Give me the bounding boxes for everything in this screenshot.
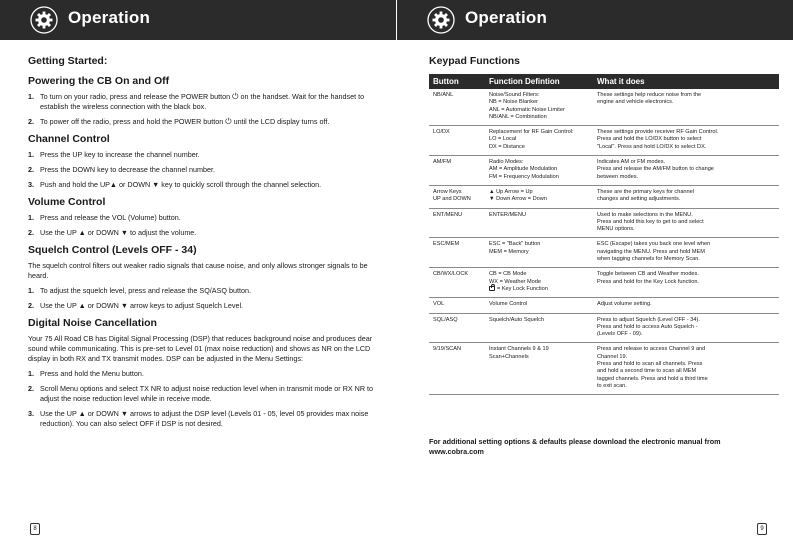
- keypad-table: [429, 74, 779, 395]
- what-cell: These settings provide receiver RF Gain Control. Press and hold the LO/DX button to select "Local". Press and hold LO/DX to select DX.: [593, 126, 779, 156]
- button-cell: ENT/MENU: [429, 208, 485, 238]
- page-number: 9: [757, 523, 767, 535]
- button-cell: ESC/MEM: [429, 238, 485, 268]
- table-row: [429, 343, 779, 395]
- dnc-intro: Your 75 All Road CB has Digital Signal Processing (DSP) that reduces background noise and produces dear sound while communicating. This is pre-set to Level 01 (max noise reduction) and shows as NR on the LCD display in both RX and TX transmit modes. DSP can be adjusted in the Menu Settings:: [28, 334, 373, 363]
- function-cell: ENTER/MENU: [485, 208, 593, 238]
- volume-step: 2. Use the UP ▲ or DOWN ▼ to adjust the volume.: [28, 228, 197, 237]
- channel-step: 2. Press the DOWN key to decrease the channel number.: [28, 165, 215, 174]
- table-row: [429, 126, 779, 156]
- what-cell: Indicates AM or FM modes. Press and release the AM/FM button to change between modes.: [593, 156, 779, 186]
- dnc-heading: Digital Noise Cancellation: [28, 317, 157, 329]
- what-cell: Adjust volume setting.: [593, 298, 779, 313]
- button-cell: CB/WX/LOCK: [429, 268, 485, 298]
- keypad-functions-heading: Keypad Functions: [429, 55, 521, 67]
- what-cell: These settings help reduce noise from the engine and vehicle electronics.: [593, 89, 779, 126]
- button-cell: VOL: [429, 298, 485, 313]
- what-cell: These are the primary keys for channel changes and setting adjustments.: [593, 185, 779, 208]
- what-cell: Press to adjust Squelch (Level OFF - 34). Press and hold to access Auto Squelch - (Levels OFF - 09).: [593, 313, 779, 343]
- power-icon: ⏻: [225, 117, 232, 126]
- table-row: [429, 238, 779, 268]
- powering-heading: Powering the CB On and Off: [28, 75, 170, 87]
- right-page: [397, 0, 793, 555]
- left-header-title: Operation: [68, 8, 151, 27]
- function-cell: CB = CB Mode WX = Weather Mode = Key Lock Function: [485, 268, 593, 298]
- page-number: 8: [30, 523, 40, 535]
- button-cell: NB/ANL: [429, 89, 485, 126]
- powering-step: 2. To power off the radio, press and hold the POWER button ⏻ until the LCD display turns off.: [28, 117, 330, 126]
- table-row: [429, 268, 779, 298]
- left-content: [28, 55, 378, 434]
- dnc-step: 3. Use the UP ▲ or DOWN ▼ arrows to adjust the DSP level (Levels 01 - 05, level 05 provides max noise reduction). You can also select OFF if DSP is not desired.: [28, 409, 369, 428]
- table-row: [429, 156, 779, 186]
- power-icon: ⏻: [232, 92, 239, 101]
- function-cell: Volume Control: [485, 298, 593, 313]
- table-row: [429, 208, 779, 238]
- left-page: [0, 0, 396, 555]
- table-row: [429, 313, 779, 343]
- what-cell: Used to make selections in the MENU. Press and hold this key to get to and select MENU options.: [593, 208, 779, 238]
- channel-step: 3. Push and hold the UP▲ or DOWN ▼ key to quickly scroll through the channel selection.: [28, 180, 322, 189]
- squelch-step: 1. To adjust the squelch level, press and release the SQ/ASQ button.: [28, 286, 251, 295]
- squelch-heading: Squelch Control (Levels OFF - 34): [28, 244, 197, 256]
- what-cell: ESC (Escape) takes you back one level when navigating the MENU. Press and hold MEM when tagging channels for Memory Scan.: [593, 238, 779, 268]
- function-cell: ▲ Up Arrow = Up ▼ Down Arrow = Down: [485, 185, 593, 208]
- button-cell: Arrow Keys UP and DOWN: [429, 185, 485, 208]
- button-cell: LO/DX: [429, 126, 485, 156]
- what-cell: Press and release to access Channel 9 and Channel 19. Press and hold to scan all channels. Press and hold a second time to scan all MEM tagged channels. Press and hold a third time to exit scan.: [593, 343, 779, 395]
- function-cell: Instant Channels 9 & 19 Scan+Channels: [485, 343, 593, 395]
- column-header: Function Defintion: [485, 74, 593, 89]
- column-header: What it does: [593, 74, 779, 89]
- powering-step: 1. To turn on your radio, press and release the POWER button ⏻ on the handset. Wait for the handset to establish the wireless connection with the black box.: [28, 92, 365, 111]
- left-header-bar: [0, 0, 396, 40]
- table-header-row: [429, 74, 779, 89]
- gear-icon: [30, 6, 58, 34]
- squelch-intro: The squelch control filters out weaker radio signals that cause noise, and only allows stronger signals to be heard.: [28, 261, 368, 280]
- function-cell: Radio Modes: AM = Amplitude Modulation FM = Frequency Modulation: [485, 156, 593, 186]
- volume-step: 1. Press and release the VOL (Volume) button.: [28, 213, 181, 222]
- button-cell: 9/19/SCAN: [429, 343, 485, 395]
- what-cell: Toggle between CB and Weather modes. Press and hold for the Key Lock function.: [593, 268, 779, 298]
- dnc-step: 1. Press and hold the Menu button.: [28, 369, 144, 378]
- right-header-title: Operation: [465, 8, 548, 27]
- column-header: Button: [429, 74, 485, 89]
- function-cell: Squelch/Auto Squelch: [485, 313, 593, 343]
- button-cell: AM/FM: [429, 156, 485, 186]
- squelch-step: 2. Use the UP ▲ or DOWN ▼ arrow keys to adjust Squelch Level.: [28, 301, 244, 310]
- lock-icon: [489, 286, 495, 291]
- function-cell: Replacement for RF Gain Control: LO = Local DX = Distance: [485, 126, 593, 156]
- gear-icon: [427, 6, 455, 34]
- table-row: [429, 89, 779, 126]
- table-row: [429, 298, 779, 313]
- table-row: [429, 185, 779, 208]
- function-cell: Noise/Sound Filters: NB = Noise Blanker ANL = Automatic Noise Limiter NB/ANL = Combination: [485, 89, 593, 126]
- getting-started-heading: Getting Started:: [28, 55, 108, 67]
- function-cell: ESC = "Back" button MEM = Memory: [485, 238, 593, 268]
- footer-note: For additional setting options & defaults please download the electronic manual from www.cobra.com: [429, 437, 721, 456]
- dnc-step: 2. Scroll Menu options and select TX NR to adjust noise reduction level when in transmit mode or RX NR to adjust the noise reduction level while in receive mode.: [28, 384, 374, 403]
- channel-step: 1. Press the UP key to increase the channel number.: [28, 150, 200, 159]
- right-header-bar: [397, 0, 793, 40]
- volume-heading: Volume Control: [28, 196, 106, 208]
- button-cell: SQL/ASQ: [429, 313, 485, 343]
- channel-heading: Channel Control: [28, 133, 110, 145]
